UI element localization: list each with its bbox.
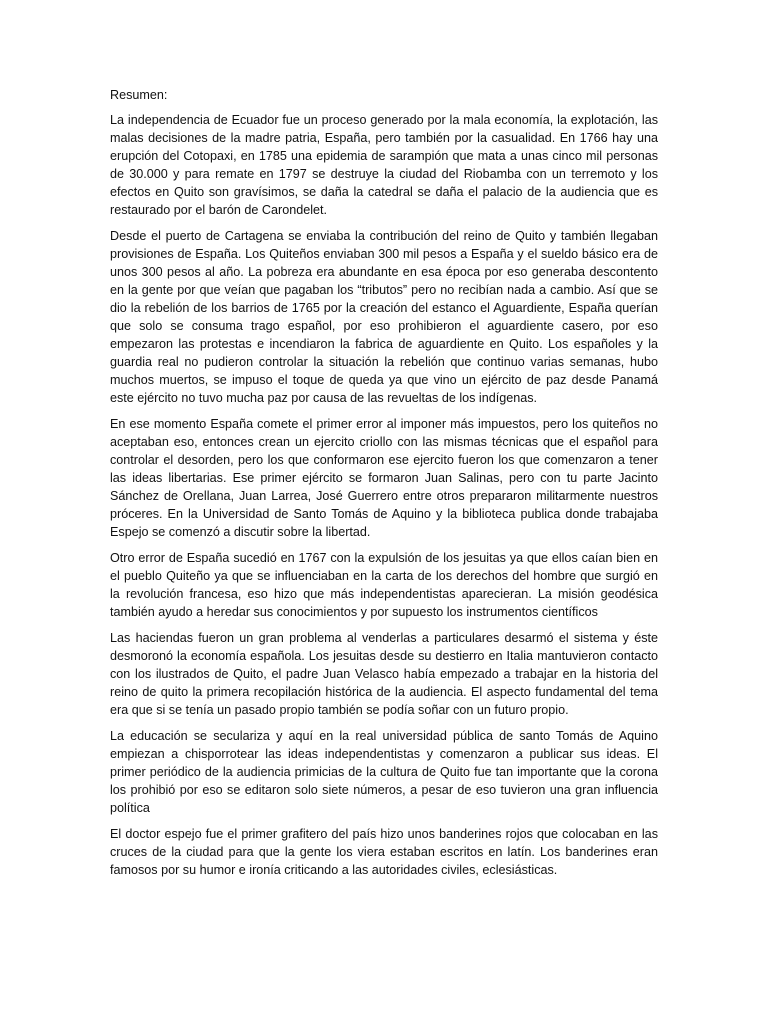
paragraph-7: El doctor espejo fue el primer grafitero del país hizo unos banderines rojos que colocaban en las cruces de la ciudad para que la gente los viera estaban escritos en latín. Los banderines eran famosos por su humor e ironía criticando a las autoridades civiles, eclesiásticas. <box>110 827 658 877</box>
paragraph-3: En ese momento España comete el primer error al imponer más impuestos, pero los quiteños no aceptaban eso, entonces crean un ejercito criollo con las mismas técnicas que el español para controlar el desorden, pero los que conformaron ese ejercito fueron los que comenzaron a tener las ideas libertarias. Ese primer ejército se formaron Juan Salinas, pero con tu parte Jacinto Sánchez de Orellana, Juan Larrea, José Guerrero entre otros prepararon militarmente nuestros próceres. En la Universidad de Santo Tomás de Aquino y la biblioteca publica donde trabajaba Espejo se comenzó a discutir sobre la libertad. <box>110 417 658 539</box>
summary-heading: Resumen: <box>110 88 168 102</box>
document-page <box>110 86 658 887</box>
paragraph-1: La independencia de Ecuador fue un proceso generado por la mala economía, la explotación, las malas decisiones de la madre patria, España, pero también por la casualidad. En 1766 hay una erupción del Cotopaxi, en 1785 una epidemia de sarampión que mata a unas cinco mil personas de 30.000 y para remate en 1797 se destruye la ciudad del Riobamba con un terremoto y los efectos en Quito son gravísimos, se daña la catedral se daña el palacio de la audiencia que es restaurado por el barón de Carondelet. <box>110 113 658 217</box>
paragraph-5: Las haciendas fueron un gran problema al venderlas a particulares desarmó el sistema y éste desmoronó la economía española. Los jesuitas desde su destierro en Italia mantuvieron contacto con los ilustrados de Quito, el padre Juan Velasco había empezado a trabajar en la historia del reino de quito la primera recopilación histórica de la audiencia. El aspecto fundamental del tema era que si se tenía un pasado propio también se podía soñar con un futuro propio. <box>110 631 658 717</box>
paragraph-4: Otro error de España sucedió en 1767 con la expulsión de los jesuitas ya que ellos caían bien en el pueblo Quiteño ya que se influenciaban en la carta de los derechos del hombre que surgió en la revolución francesa, eso hizo que más independentistas aparecieran. La misión geodésica también ayudo a heredar sus conocimientos y por supuesto los instrumentos científicos <box>110 551 658 619</box>
paragraph-6: La educación se seculariza y aquí en la real universidad pública de santo Tomás de Aquino empiezan a chisporrotear las ideas independentistas y comenzaron a publicar sus ideas. El primer periódico de la audiencia primicias de la cultura de Quito fue tan importante que la corona los prohibió por eso se editaron solo siete números, a pesar de eso tuvieron una gran influencia política <box>110 729 658 815</box>
paragraph-2: Desde el puerto de Cartagena se enviaba la contribución del reino de Quito y también llegaban provisiones de España. Los Quiteños enviaban 300 mil pesos a España y el sueldo básico era de unos 300 pesos al año. La pobreza era abundante en esa época por eso generaba descontento en la gente por que veían que pagaban los “tributos” pero no recibían nada a cambio. Así que se dio la rebelión de los barrios de 1765 por la creación del estanco el Aguardiente, España querían que solo se consuma trago español, por eso prohibieron el aguardiente casero, por eso empezaron las protestas e incendiaron la fabrica de aguardiente en Quito. Los españoles y la guardia real no pudieron controlar la situación la rebelión que continuo varias semanas, hubo muchos muertos, se impuso el toque de queda ya que vino un ejército de paz desde Panamá este ejército no tuvo mucha paz por causa de las revueltas de los indígenas. <box>110 229 658 405</box>
